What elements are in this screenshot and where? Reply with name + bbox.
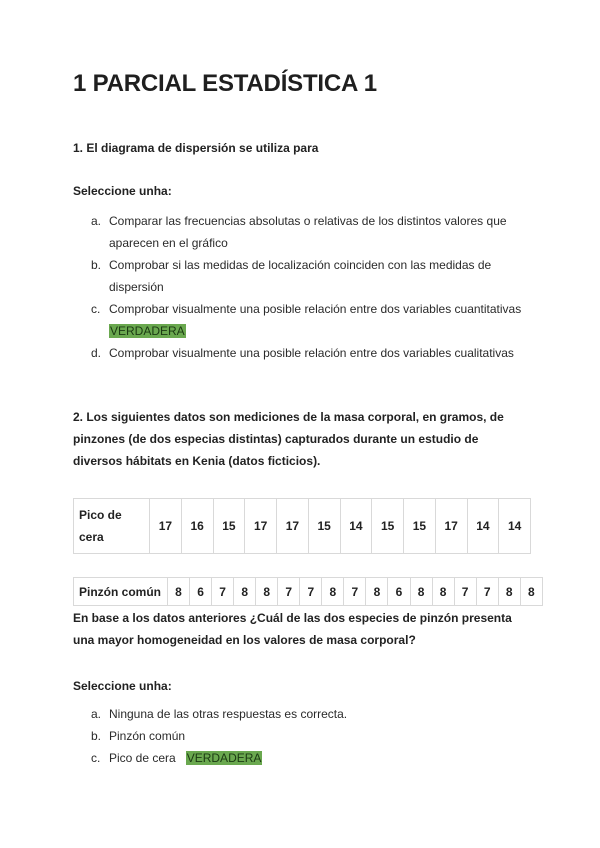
question-2-options bbox=[73, 703, 533, 769]
option-1c bbox=[73, 298, 533, 342]
table-row bbox=[74, 578, 543, 606]
table-row bbox=[74, 499, 531, 554]
option-marker: c. bbox=[91, 302, 101, 316]
option-text: Comprobar si las medidas de localización coinciden con las medidas de dispersión bbox=[109, 258, 492, 294]
table-cell: 8 bbox=[366, 578, 388, 606]
option-1b bbox=[73, 254, 533, 298]
option-1d bbox=[73, 342, 533, 364]
option-text: Ninguna de las otras respuestas es correcta. bbox=[109, 707, 348, 721]
page-title: 1 PARCIAL ESTADÍSTICA 1 bbox=[73, 70, 377, 97]
option-marker: b. bbox=[91, 729, 102, 743]
table-cell: 17 bbox=[245, 499, 277, 554]
table-cell: 7 bbox=[454, 578, 476, 606]
table-cell: 8 bbox=[410, 578, 432, 606]
question-1-options bbox=[73, 210, 533, 364]
table-cell: 17 bbox=[277, 499, 309, 554]
table-cell: 8 bbox=[234, 578, 256, 606]
table-cell: 6 bbox=[388, 578, 410, 606]
table-cell: 15 bbox=[404, 499, 436, 554]
question-1-select-label: Seleccione unha: bbox=[73, 184, 172, 198]
table-cell: 8 bbox=[520, 578, 542, 606]
table-cell: 7 bbox=[300, 578, 322, 606]
table-cell: 8 bbox=[256, 578, 278, 606]
option-text: Comparar las frecuencias absolutas o relativas de los distintos valores que aparecen en el gráfico bbox=[109, 214, 507, 250]
table-cell: 14 bbox=[499, 499, 531, 554]
table-cell: 17 bbox=[150, 499, 182, 554]
table-cell: 7 bbox=[212, 578, 234, 606]
table-cell: 7 bbox=[278, 578, 300, 606]
row-label: Pico de cera bbox=[74, 499, 150, 554]
option-marker: b. bbox=[91, 258, 102, 272]
correct-answer-badge: VERDADERA bbox=[186, 751, 262, 765]
table-cell: 16 bbox=[181, 499, 213, 554]
table-cell: 17 bbox=[435, 499, 467, 554]
table-cell: 14 bbox=[467, 499, 499, 554]
pico-de-cera-table bbox=[73, 498, 531, 554]
row-label: Pinzón común bbox=[74, 578, 168, 606]
table-cell: 7 bbox=[476, 578, 498, 606]
table-cell: 8 bbox=[432, 578, 454, 606]
question-2-intro: 2. Los siguientes datos son mediciones de la masa corporal, en gramos, de pinzones (de dos especias distintas) capturados durante un estudio de diversos hábitats en Kenia (datos ficticios). bbox=[73, 410, 504, 468]
option-2c bbox=[73, 747, 533, 769]
pinzon-comun-table bbox=[73, 577, 543, 606]
question-2-text: En base a los datos anteriores ¿Cuál de las dos especies de pinzón presenta una mayor homogeneidad en los valores de masa corporal? bbox=[73, 611, 512, 647]
option-2a bbox=[73, 703, 533, 725]
option-text: Pico de cera bbox=[109, 751, 176, 765]
option-text: Comprobar visualmente una posible relación entre dos variables cuantitativas bbox=[109, 302, 522, 316]
option-marker: c. bbox=[91, 751, 101, 765]
option-text: Comprobar visualmente una posible relación entre dos variables cualitativas bbox=[109, 346, 514, 360]
option-1a bbox=[73, 210, 533, 254]
correct-answer-badge: VERDADERA bbox=[110, 324, 185, 338]
question-1-text: 1. El diagrama de dispersión se utiliza para bbox=[73, 141, 319, 155]
table-cell: 8 bbox=[168, 578, 190, 606]
table-cell: 14 bbox=[340, 499, 372, 554]
option-marker: a. bbox=[91, 707, 102, 721]
table-cell: 7 bbox=[344, 578, 366, 606]
table-cell: 15 bbox=[372, 499, 404, 554]
question-2-select-label: Seleccione unha: bbox=[73, 679, 172, 693]
option-text: Pinzón común bbox=[109, 729, 186, 743]
table-cell: 8 bbox=[322, 578, 344, 606]
table-cell: 15 bbox=[308, 499, 340, 554]
table-cell: 6 bbox=[190, 578, 212, 606]
table-cell: 8 bbox=[498, 578, 520, 606]
option-marker: a. bbox=[91, 214, 102, 228]
table-cell: 15 bbox=[213, 499, 245, 554]
option-2b bbox=[73, 725, 533, 747]
option-marker: d. bbox=[91, 346, 102, 360]
